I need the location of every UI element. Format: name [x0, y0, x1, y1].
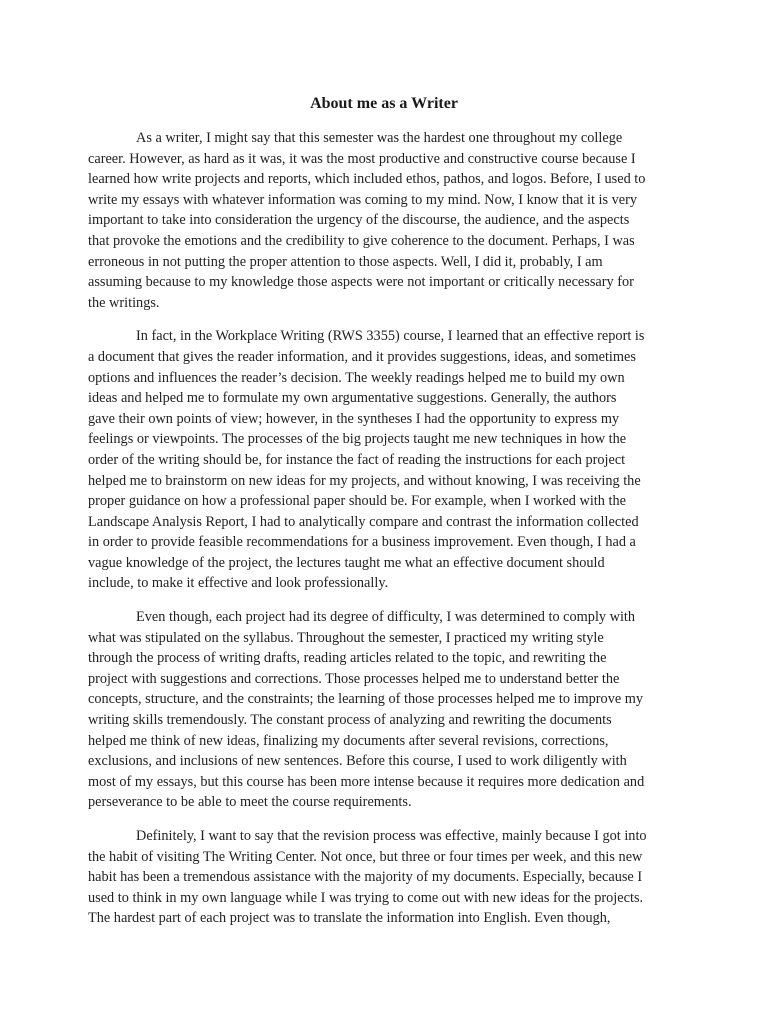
text-line: most of my essays, but this course has been more intense because it requires more dedication and: [88, 773, 645, 790]
text-line: assuming because to my knowledge those aspects were not important or critically necessary for: [88, 274, 634, 291]
text-line: feelings or viewpoints. The processes of the big projects taught me new techniques in how the: [88, 431, 627, 448]
text-line: options and influences the reader’s decision. The weekly readings helped me to build my own: [88, 369, 625, 386]
text-line: ideas and helped me to formulate my own argumentative suggestions. Generally, the authors: [88, 390, 617, 407]
text-line: perseverance to be able to meet the course requirements.: [88, 794, 412, 811]
document-title: About me as a Writer: [310, 95, 458, 112]
text-line: concepts, structure, and the constraints; the learning of those processes helped me to improve my: [88, 691, 644, 708]
text-line: a document that gives the reader information, and it provides suggestions, ideas, and sometimes: [88, 348, 636, 365]
text-line: Definitely, I want to say that the revision process was effective, mainly because I got into: [136, 828, 647, 844]
paragraph-3: [88, 607, 684, 813]
text-line: order of the writing should be, for instance the fact of reading the instructions for each project: [88, 451, 626, 468]
text-line: gave their own points of view; however, in the syntheses I had the opportunity to express my: [88, 410, 620, 427]
text-line: In fact, in the Workplace Writing (RWS 3355) course, I learned that an effective report is: [136, 328, 645, 345]
document-body: [88, 128, 684, 942]
text-line: As a writer, I might say that this semester was the hardest one throughout my college: [136, 130, 623, 146]
text-line: that provoke the emotions and the credibility to give coherence to the document. Perhaps, I was: [88, 232, 635, 249]
text-line: Even though, each project had its degree of difficulty, I was determined to comply with: [136, 609, 636, 626]
text-line: habit has been a tremendous assistance with the majority of my documents. Especially, because I: [88, 869, 643, 886]
text-line: include, to make it effective and look professionally.: [88, 575, 389, 592]
text-line: helped me to brainstorm on new ideas for my projects, and without knowing, I was receiving the: [88, 472, 641, 489]
text-line: the habit of visiting The Writing Center. Not once, but three or four times per week, and this new: [88, 848, 643, 865]
text-line: important to take into consideration the urgency of the discourse, the audience, and the aspects: [88, 212, 630, 229]
text-line: in order to provide feasible recommendations for a business improvement. Even though, I had a: [88, 534, 636, 551]
paragraph-1: [88, 128, 684, 313]
text-line: what was stipulated on the syllabus. Throughout the semester, I practiced my writing style: [88, 629, 604, 646]
text-line: writing skills tremendously. The constant process of analyzing and rewriting the documents: [88, 712, 612, 729]
text-line: through the process of writing drafts, reading articles related to the topic, and rewriting the: [88, 650, 607, 667]
paragraph-2: [88, 326, 684, 594]
text-line: write my essays with whatever information was coming to my mind. Now, I know that it is very: [88, 191, 638, 208]
text-line: helped me think of new ideas, finalizing my documents after several revisions, corrections,: [88, 732, 609, 749]
text-line: The hardest part of each project was to translate the information into English. Even though,: [88, 910, 611, 927]
text-line: learned how write projects and reports, which included ethos, pathos, and logos. Before, I used to: [88, 171, 646, 188]
text-line: the writings.: [88, 294, 160, 311]
text-line: exclusions, and inclusions of new sentences. Before this course, I used to work diligently with: [88, 753, 627, 770]
text-line: career. However, as hard as it was, it was the most productive and constructive course because I: [88, 150, 636, 167]
text-line: project with suggestions and corrections. Those processes helped me to understand better the: [88, 670, 620, 687]
text-line: proper guidance on how a professional paper should be. For example, when I worked with the: [88, 493, 626, 510]
text-line: vague knowledge of the project, the lectures taught me what an effective document should: [88, 554, 605, 571]
text-line: erroneous in not putting the proper attention to those aspects. Well, I did it, probably, I am: [88, 253, 603, 270]
text-line: Landscape Analysis Report, I had to analytically compare and contrast the information collected: [88, 513, 639, 530]
text-line: used to think in my own language while I was trying to come out with new ideas for the projects.: [88, 889, 644, 906]
paragraph-4: [88, 826, 684, 929]
